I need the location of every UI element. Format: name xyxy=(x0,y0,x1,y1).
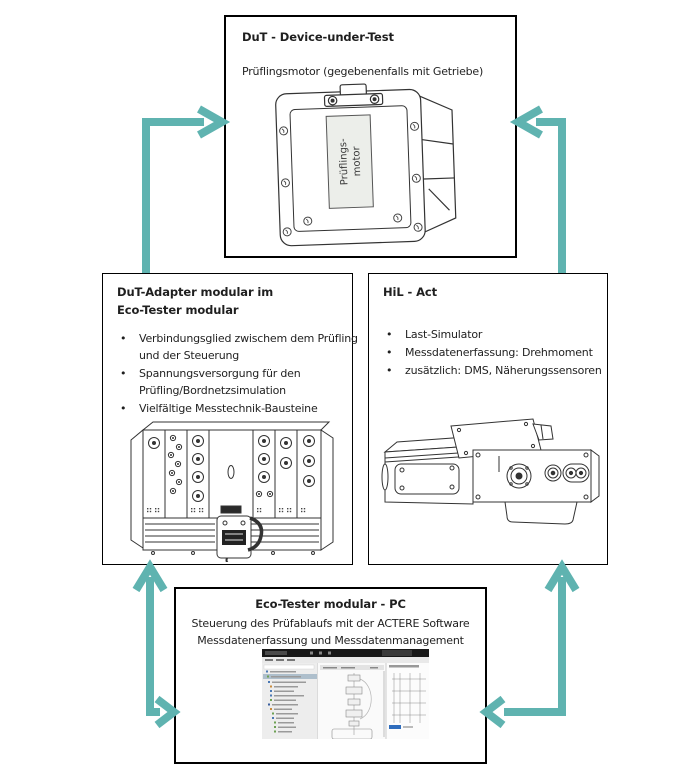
load-simulator-illustration xyxy=(381,416,603,532)
adapter-box xyxy=(102,273,358,565)
dut-subtitle: Prüflingsmotor (gegebenenfalls mit Getriebe) xyxy=(242,64,484,78)
arrowhead-right-icon xyxy=(157,699,174,725)
list-item: • Vielfältige Messtechnik-Bausteine xyxy=(117,400,338,417)
hil-box xyxy=(368,273,608,565)
svg-text:motor: motor xyxy=(351,146,364,177)
arrowhead-left-icon xyxy=(486,699,503,725)
arrowhead-up-icon xyxy=(548,567,576,590)
arrow-hil-pc-bidirectional xyxy=(486,567,576,725)
motor-label xyxy=(326,115,373,208)
arrowhead-left-icon xyxy=(518,109,541,135)
hil-title: HiL - Act xyxy=(383,285,437,299)
adapter-title: DuT-Adapter modular im Eco-Tester modular xyxy=(117,285,274,317)
dut-box xyxy=(224,15,517,258)
adapter-illustration xyxy=(129,420,343,562)
arrowhead-up-icon xyxy=(136,567,164,590)
arrow-adapter-pc-bidirectional xyxy=(136,567,174,725)
arrow-hil-to-dut xyxy=(518,109,562,273)
list-item: • Spannungsversorgung für den Prüfling/Bordnetzsimulation xyxy=(117,365,338,399)
hil-bullet-list xyxy=(383,326,602,379)
motor-illustration xyxy=(268,83,466,255)
list-item: • Last-Simulator xyxy=(383,326,593,343)
list-item: • zusätzlich: DMS, Näherungssensoren xyxy=(383,362,593,379)
list-item: • Messdatenerfassung: Drehmoment xyxy=(383,344,593,361)
actere-software-screenshot xyxy=(262,649,429,739)
arrow-adapter-to-dut xyxy=(146,109,222,273)
dut-title: DuT - Device-under-Test xyxy=(242,30,394,44)
adapter-bullet-list xyxy=(117,330,358,417)
svg-text:Prüflings-: Prüflings- xyxy=(337,138,351,186)
pc-line-1: Steuerung des Prüfablaufs mit der ACTERE Software xyxy=(191,616,470,630)
arrowhead-right-icon xyxy=(199,109,222,135)
pc-box xyxy=(174,587,487,764)
pc-title: Eco-Tester modular - PC xyxy=(255,597,406,611)
pc-line-2: Messdatenerfassung und Messdatenmanagement xyxy=(197,633,464,647)
list-item: • Verbindungsglied zwischem dem Prüfling und der Steuerung xyxy=(117,330,338,364)
